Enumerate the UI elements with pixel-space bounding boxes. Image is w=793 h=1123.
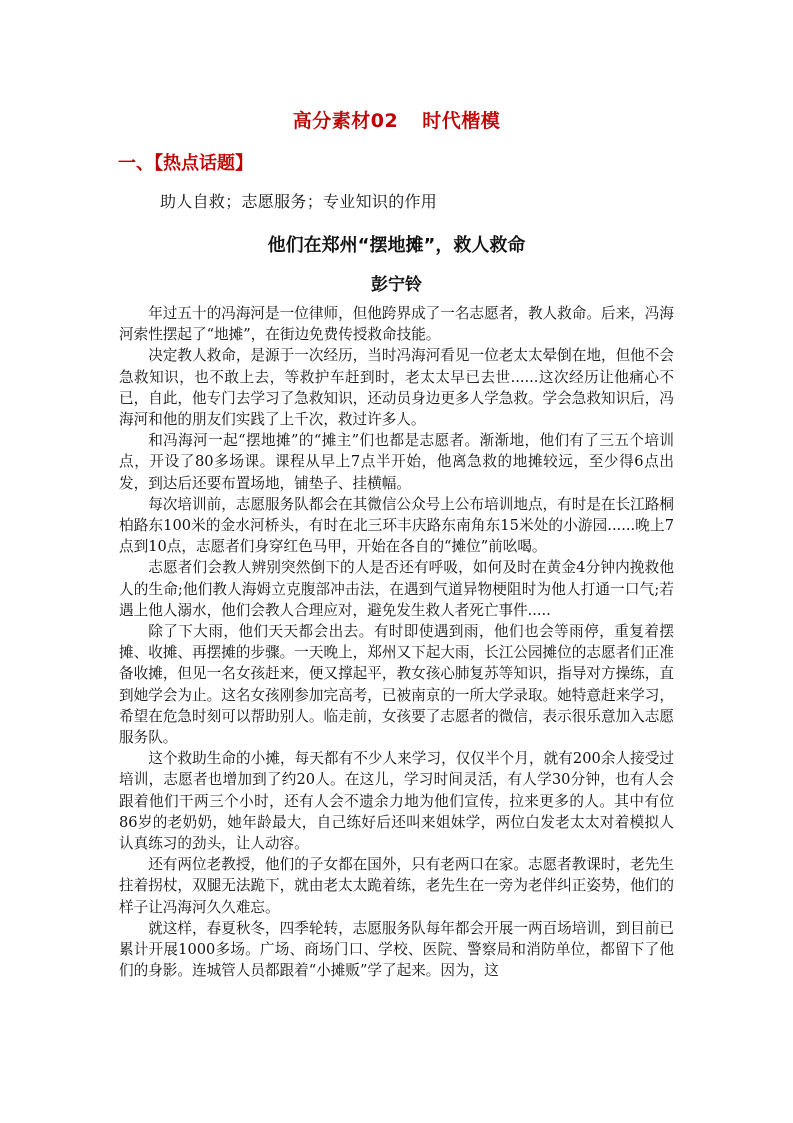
page-title: [0, 106, 793, 133]
paragraph: 决定教人救命，是源于一次经历，当时冯海河看见一位老太太晕倒在地，但他不会急救知识，也不敢上去，等救护车赶到时，老太太早已去世......这次经历让他痛心不已，自此，他专门去学习了急救知识，还动员身边更多人学急救。学会急救知识后，冯海河和他的朋友们实践了上千次，救过许多人。: [119, 347, 674, 429]
paragraph: 志愿者们会教人辨别突然倒下的人是否还有呼吸，如何及时在黄金4分钟内挽救他人的生命;他们教人海姆立克腹部冲击法，在遇到气道异物梗阻时为他人打通一口气;若遇上他人溺水，他们会教人合理应对，避免发生救人者死亡事件.....: [119, 559, 674, 619]
paragraph: 年过五十的冯海河是一位律师，但他跨界成了一名志愿者，教人救命。后来，冯海河索性摆起了“地摊”，在街边免费传授救命技能。: [119, 305, 674, 344]
paragraph: 除了下大雨，他们天天都会出去。有时即使遇到雨，他们也会等雨停，重复着摆摊、收摊、再摆摊的步骤。一天晚上，郑州又下起大雨，长江公园摊位的志愿者们正准备收摊，但见一名女孩赶来，便又撑起平，教女孩心肺复苏等知识，指导对方操练，直到她学会为止。这名女孩刚参加完高考，已被南京的一所大学录取。她特意赶来学习，希望在危急时刻可以帮助别人。临走前，女孩要了志愿者的微信，表示很乐意加入志愿服务队。: [119, 623, 674, 747]
title-part-1: 高分素材02: [292, 110, 399, 132]
topic-keywords: 助人自救；志愿服务；专业知识的作用: [160, 192, 438, 211]
paragraph: 还有两位老教授，他们的子女都在国外，只有老两口在家。志愿者教课时，老先生拄着拐杖，双腿无法跪下，就由老太太跪着练，老先生在一旁为老伴纠正姿势，他们的样子让冯海河久久难忘。: [119, 856, 674, 916]
article-body: [119, 303, 674, 982]
paragraph: 每次培训前，志愿服务队都会在其微信公众号上公布培训地点，有时是在长江路桐柏路东100米的金水河桥头，有时在北三环丰庆路东南角东15米处的小游园......晚上7点到10点，志愿者们身穿红色马甲，开始在各自的“摊位”前吆喝。: [119, 495, 674, 556]
paragraph: 就这样，春夏秋冬，四季轮转，志愿服务队每年都会开展一两百场培训，到目前已累计开展1000多场。广场、商场门口、学校、医院、警察局和消防单位，都留下了他们的身影。连城管人员都跟着“小摊贩”学了起来。因为，这: [119, 919, 674, 980]
article-title: 他们在郑州“摆地摊”，救人救命: [267, 235, 526, 256]
title-part-2: 时代楷模: [422, 110, 501, 132]
paragraph: 这个救助生命的小摊，每天都有不少人来学习，仅仅半个月，就有200余人接受过培训，志愿者也增加到了约20人。在这儿，学习时间灵活，有人学30分钟，也有人会跟着他们干两三个小时，还有人会不遗余力地为他们宣传，拉来更多的人。其中有位86岁的老奶奶，她年龄最大，自己练好后还叫来姐妹学，两位白发老太太对着模拟人认真练习的劲头，让人动容。: [119, 750, 674, 853]
section-heading: 一、【热点话题】: [118, 153, 253, 174]
article-author: 彭宁铃: [371, 275, 422, 295]
paragraph: 和冯海河一起“摆地摊”的“摊主”们也都是志愿者。渐渐地，他们有了三五个培训点，开设了80多场课。课程从早上7点半开始，他离急救的地摊较远，至少得6点出发，到达后还要布置场地，铺垫子、挂横幅。: [119, 432, 674, 492]
